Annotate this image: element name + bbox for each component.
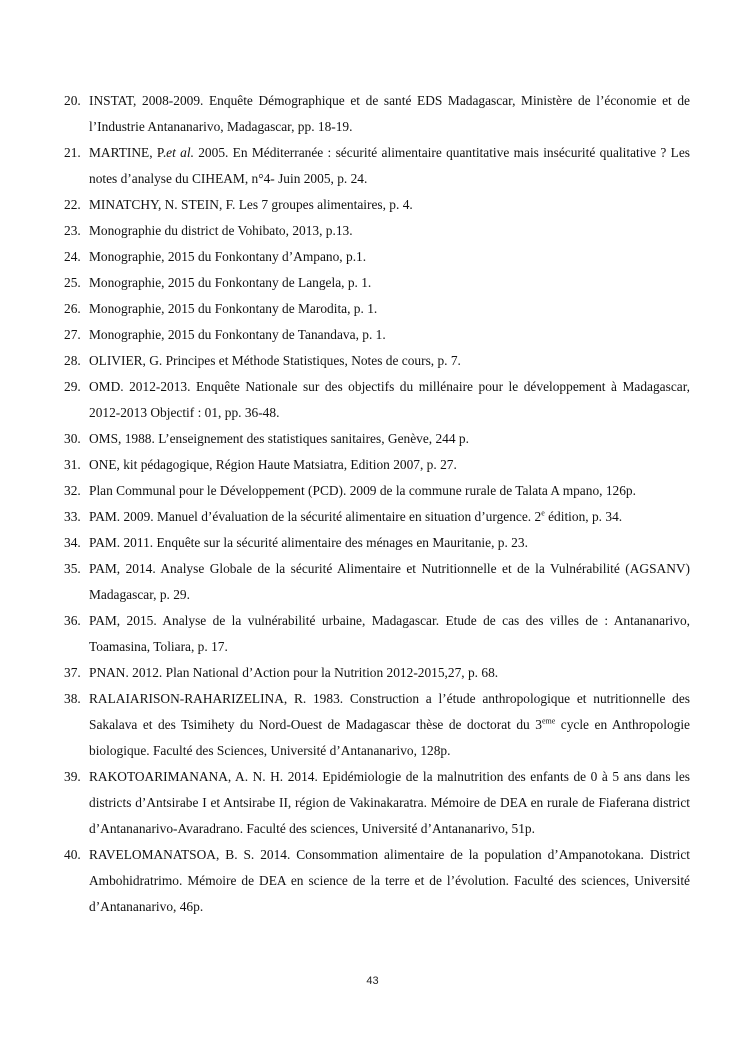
reference-number: 24. [64, 249, 81, 264]
reference-number: 26. [64, 301, 81, 316]
reference-number: 29. [64, 379, 81, 394]
reference-item [60, 322, 690, 348]
reference-number: 23. [64, 223, 81, 238]
reference-text: PAM, 2014. Analyse Globale de la sécurité Alimentaire et Nutritionnelle et de la Vulnérabilité (AGSANV) Madagascar, p. 29. [89, 561, 690, 602]
reference-item [60, 270, 690, 296]
reference-item [60, 426, 690, 452]
reference-item [60, 348, 690, 374]
reference-list [60, 88, 690, 920]
reference-text-italic: et al. [166, 145, 194, 160]
reference-item [60, 374, 690, 426]
reference-item [60, 140, 690, 192]
reference-text-end: 2005. En Méditerranée : sécurité alimentaire quantitative mais insécurité qualitative ? Les notes d’analyse du CIHEAM, n°4- Juin 2005, p. 24. [89, 145, 691, 186]
reference-item [60, 608, 690, 660]
reference-superscript: eme [541, 716, 556, 726]
reference-text: Plan Communal pour le Développement (PCD). 2009 de la commune rurale de Talata A mpano, 126p. [89, 483, 636, 498]
reference-text: Monographie, 2015 du Fonkontany d’Ampano, p.1. [89, 249, 367, 264]
reference-text: MINATCHY, N. STEIN, F. Les 7 groupes alimentaires, p. 4. [89, 197, 413, 212]
reference-text: OLIVIER, G. Principes et Méthode Statistiques, Notes de cours, p. 7. [89, 353, 461, 368]
reference-number: 33. [64, 509, 81, 524]
reference-text: PAM. 2011. Enquête sur la sécurité alimentaire des ménages en Mauritanie, p. 23. [89, 535, 528, 550]
reference-item [60, 842, 690, 920]
reference-text: PNAN. 2012. Plan National d’Action pour la Nutrition 2012-2015,27, p. 68. [89, 665, 499, 680]
reference-number: 38. [64, 691, 81, 706]
reference-text-end: cycle en Anthropologie biologique. Faculté des Sciences, Université d’Antananarivo, 128p. [89, 717, 690, 758]
reference-number: 30. [64, 431, 81, 446]
reference-item [60, 218, 690, 244]
reference-text-start: RALAIARISON-RAHARIZELINA, R. 1983. Construction a l’étude anthropologique et nutritionnelle des Sakalava et des Tsimihety du Nord-Ouest de Madagascar thèse de doctorat du 3 [89, 691, 690, 732]
reference-item [60, 88, 690, 140]
reference-item [60, 452, 690, 478]
reference-item [60, 530, 690, 556]
reference-number: 39. [64, 769, 81, 784]
reference-text: Monographie du district de Vohibato, 2013, p.13. [89, 223, 353, 238]
reference-item [60, 660, 690, 686]
reference-text: RAKOTOARIMANANA, A. N. H. 2014. Epidémiologie de la malnutrition des enfants de 0 à 5 ans dans les districts d’Antsirabe I et Antsirabe II, région de Vakinakaratra. Mémoire de DEA en rurale de Fiaferana district d’Antananarivo-Avaradrano. Faculté des sciences, Université d’Antananarivo, 51p. [89, 769, 690, 836]
reference-item [60, 764, 690, 842]
reference-number: 34. [64, 535, 81, 550]
reference-text: OMD. 2012-2013. Enquête Nationale sur des objectifs du millénaire pour le développement à Madagascar, 2012-2013 Objectif : 01, pp. 36-48. [89, 379, 690, 420]
reference-item [60, 686, 690, 764]
reference-item [60, 556, 690, 608]
reference-number: 21. [64, 145, 81, 160]
reference-item [60, 478, 690, 504]
reference-item [60, 296, 690, 322]
reference-number: 35. [64, 561, 81, 576]
reference-superscript: e [541, 508, 545, 518]
reference-text: INSTAT, 2008-2009. Enquête Démographique et de santé EDS Madagascar, Ministère de l’économie et de l’Industrie Antananarivo, Madagascar, pp. 18-19. [89, 93, 690, 134]
reference-number: 28. [64, 353, 81, 368]
reference-text: Monographie, 2015 du Fonkontany de Langela, p. 1. [89, 275, 372, 290]
reference-text-start: MARTINE, P. [89, 145, 167, 160]
reference-text: Monographie, 2015 du Fonkontany de Tanandava, p. 1. [89, 327, 386, 342]
reference-number: 22. [64, 197, 81, 212]
reference-number: 31. [64, 457, 81, 472]
reference-text: PAM, 2015. Analyse de la vulnérabilité urbaine, Madagascar. Etude de cas des villes de : Antananarivo, Toamasina, Toliara, p. 17. [89, 613, 690, 654]
reference-text: OMS, 1988. L’enseignement des statistiques sanitaires, Genève, 244 p. [89, 431, 469, 446]
reference-text: RAVELOMANATSOA, B. S. 2014. Consommation alimentaire de la population d’Ampanotokana. District Ambohidratrimo. Mémoire de DEA en science de la terre et de l’évolution. Faculté des sciences, Université d’Antananarivo, 46p. [89, 847, 690, 914]
reference-text-start: PAM. 2009. Manuel d’évaluation de la sécurité alimentaire en situation d’urgence. 2 [89, 509, 542, 524]
reference-number: 27. [64, 327, 81, 342]
reference-number: 20. [64, 93, 81, 108]
reference-number: 37. [64, 665, 81, 680]
reference-number: 40. [64, 847, 81, 862]
reference-item [60, 504, 690, 530]
reference-number: 36. [64, 613, 81, 628]
reference-item [60, 192, 690, 218]
reference-text-end: édition, p. 34. [544, 509, 623, 524]
reference-number: 32. [64, 483, 81, 498]
page-number: 43 [366, 975, 379, 987]
reference-text: ONE, kit pédagogique, Région Haute Matsiatra, Edition 2007, p. 27. [89, 457, 457, 472]
reference-text: Monographie, 2015 du Fonkontany de Marodita, p. 1. [89, 301, 378, 316]
reference-item [60, 244, 690, 270]
reference-number: 25. [64, 275, 81, 290]
